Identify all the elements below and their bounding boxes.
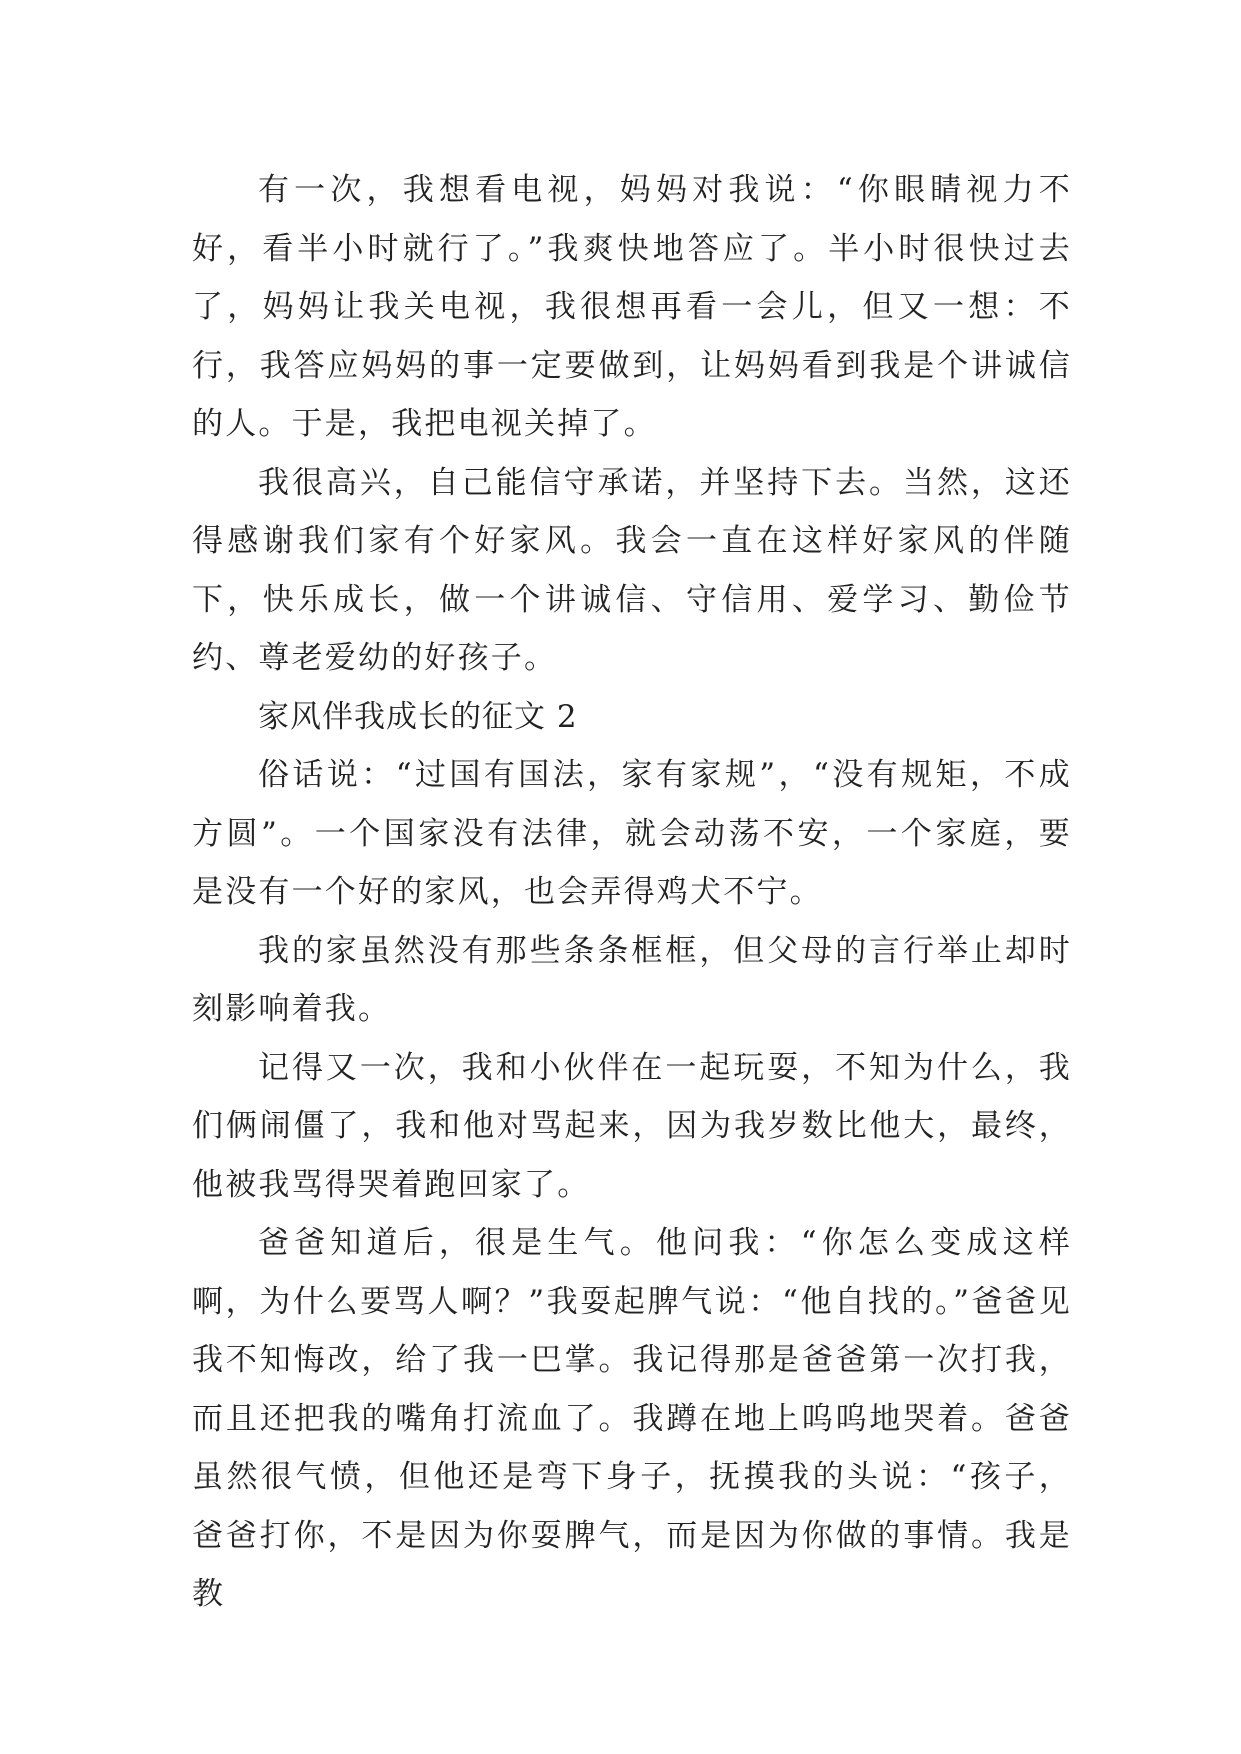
- document-body: [192, 161, 1072, 1624]
- paragraph-promise: 我很高兴，自己能信守承诺，并坚持下去。当然，这还得感谢我们家有个好家风。我会一直在这样好家风的伴随下，快乐成长，做一个讲诚信、守信用、爱学习、勤俭节约、尊老爱幼的好孩子。: [192, 464, 1072, 676]
- paragraph-proverb: 俗话说：“过国有国法，家有家规”，“没有规矩，不成方圆”。一个国家没有法律，就会动荡不安，一个家庭，要是没有一个好的家风，也会弄得鸡犬不宁。: [192, 757, 1072, 910]
- paragraph-parents: 我的家虽然没有那些条条框框，但父母的言行举止却时刻影响着我。: [192, 932, 1072, 1027]
- paragraph-tv: 有一次，我想看电视，妈妈对我说：“你眼睛视力不好，看半小时就行了。”我爽快地答应了。半小时很快过去了，妈妈让我关电视，我很想再看一会儿，但又一想：不行，我答应妈妈的事一定要做到，让妈妈看到我是个讲诚信的人。于是，我把电视关掉了。: [192, 172, 1072, 442]
- section-title: 家风伴我成长的征文 2: [258, 698, 578, 735]
- paragraph-father: 爸爸知道后，很是生气。他问我：“你怎么变成这样啊，为什么要骂人啊？”我耍起脾气说：“他自找的。”爸爸见我不知悔改，给了我一巴掌。我记得那是爸爸第一次打我，而且还把我的嘴角打流血了。我蹲在地上呜呜地哭着。爸爸虽然很气愤，但他还是弯下身子，抚摸我的头说：“孩子，爸爸打你，不是因为你耍脾气，而是因为你做的事情。我是教: [192, 1225, 1072, 1612]
- paragraph-quarrel: 记得又一次，我和小伙伴在一起玩耍，不知为什么，我们俩闹僵了，我和他对骂起来，因为我岁数比他大，最终，他被我骂得哭着跑回家了。: [192, 1049, 1072, 1203]
